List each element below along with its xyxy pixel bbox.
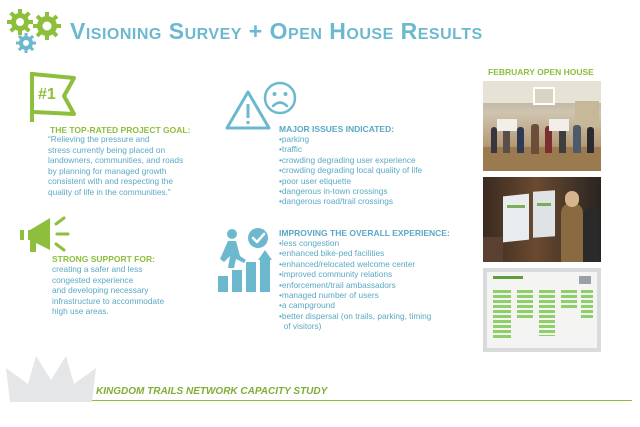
list-item: •better dispersal (on trails, parking, timing [279,310,432,321]
list-item: •enforcement/trail ambassadors [279,279,396,290]
open-house-heading: FEBRUARY OPEN HOUSE [488,67,594,77]
study-title: KINGDOM TRAILS NETWORK CAPACITY STUDY [96,386,328,397]
footer-divider [92,400,632,401]
list-item: •enhanced bike-ped facilities [279,248,385,259]
list-item: •poor user etiquette [279,175,352,186]
gears-icon [6,8,66,54]
growth-chart-icon [214,226,278,294]
list-item: •crowding degrading local quality of life [279,165,423,176]
list-item: of visitors) [279,321,322,332]
list-item: •less congestion [279,238,340,248]
list-item: •managed number of users [279,290,379,301]
list-item: •dangerous in-town crossings [279,186,388,197]
issues-list [279,134,469,207]
issues-heading: MAJOR ISSUES INDICATED: [279,124,395,134]
megaphone-icon [16,214,72,256]
improving-heading: IMPROVING THE OVERALL EXPERIENCE: [279,228,450,238]
list-item: •improved community relations [279,269,393,280]
list-item: •dangerous road/trail crossings [279,196,394,207]
goal-quote: “Relieving the pressure and stress currently being placed on landowners, communities, and roads by planning for managed growth consistent with and respecting the quality of life in the communities.” [48,134,184,197]
list-item: •crowding degrading user experience [279,154,416,165]
list-item: •a campground [279,300,335,311]
support-heading: STRONG SUPPORT FOR: [52,254,155,264]
support-text: creating a safer and less congested experience and developing necessary infrastructure to accommodate high use areas. [52,264,165,317]
crown-icon [6,354,96,404]
open-house-photo-gym [483,81,601,171]
list-item: •enhanced/relocated welcome center [279,258,416,269]
open-house-photo-boards [483,177,601,262]
open-house-photo-sticky-notes [483,268,601,352]
sad-face-icon [262,80,298,116]
list-item: •traffic [279,144,303,155]
goal-badge: #1 [38,86,56,103]
goal-heading: THE TOP-RATED PROJECT GOAL: [50,125,191,135]
page-title: Visioning Survey + Open House Results [70,18,483,44]
improving-list [279,238,469,332]
list-item: •parking [279,134,310,144]
